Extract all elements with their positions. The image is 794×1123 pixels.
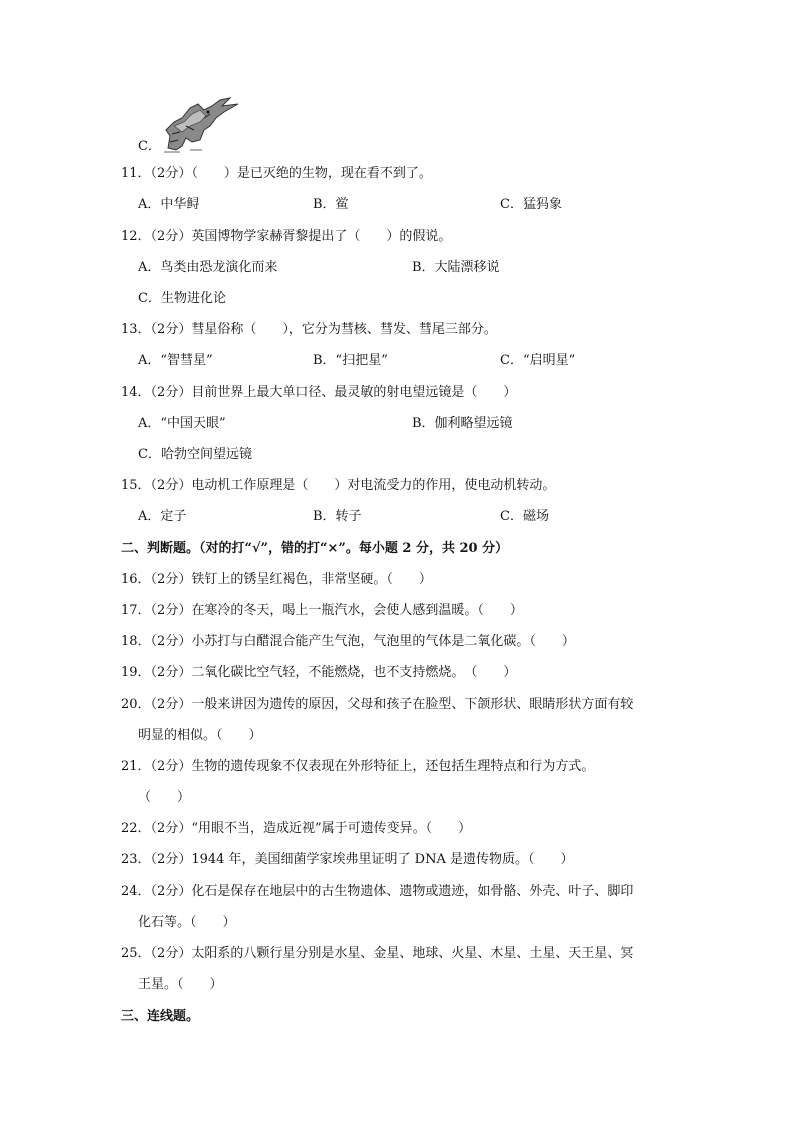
q11-option-a: A．中华鲟 (138, 197, 200, 212)
question-21: 21．（2分）生物的遗传现象不仅表现在外形特征上，还包括生理特点和行为方式。 (121, 759, 595, 774)
q13-option-c: C．“启明星” (500, 353, 576, 368)
question-23: 23．（2分）1944 年，美国细菌学家埃弗里证明了 DNA 是遗传物质。（ ） (121, 852, 574, 867)
question-19: 19．（2分）二氧化碳比空气轻，不能燃烧，也不支持燃烧。 （ ） (121, 665, 517, 680)
question-18: 18．（2分）小苏打与白醋混合能产生气泡，气泡里的气体是二氧化碳。（ ） (121, 634, 575, 649)
q14-option-a: A．“中国天眼” (138, 416, 226, 431)
question-13: 13．（2分）彗星俗称（ ），它分为彗核、彗发、彗尾三部分。 (121, 322, 497, 337)
q13-option-b: B．“扫把星” (313, 353, 388, 368)
q15-option-a: A．定子 (138, 509, 187, 524)
triceratops-image (160, 96, 242, 154)
question-14: 14．（2分）目前世界上最大单口径、最灵敏的射电望远镜是（ ） (121, 385, 517, 400)
q11-option-b: B．鲎 (313, 197, 349, 212)
q13-option-a: A．“智彗星” (138, 353, 213, 368)
question-17: 17．（2分）在寒冷的冬天，喝上一瓶汽水，会使人感到温暖。（ ） (121, 603, 523, 618)
question-11: 11．（2分）（ ）是已灭绝的生物，现在看不到了。 (121, 166, 432, 181)
section-2-heading: 二、判断题。（对的打“√”，错的打“×”。每小题 2 分，共 20 分） (121, 541, 509, 556)
question-20-cont: 明显的相似。（ ） (138, 728, 262, 743)
question-20: 20．（2分）一般来讲因为遗传的原因，父母和孩子在脸型、下颌形状、眼睛形状方面有较 (121, 697, 634, 712)
q12-option-a: A．鸟类由恐龙演化而来 (138, 260, 278, 275)
dinosaur-illustration (160, 96, 242, 154)
question-12: 12．（2分）英国博物学家赫胥黎提出了（ ）的假说。 (121, 229, 452, 244)
q14-option-b: B．伽利略望远镜 (412, 416, 513, 431)
q12-option-b: B．大陆漂移说 (412, 260, 500, 275)
question-16: 16．（2分）铁钉上的锈呈红褐色，非常坚硬。（ ） (121, 572, 432, 587)
q11-option-c: C．猛犸象 (500, 197, 562, 212)
option-c-label: C． (138, 139, 161, 154)
question-25-cont: 王星。（ ） (138, 977, 223, 992)
question-15: 15．（2分）电动机工作原理是（ ）对电流受力的作用，使电动机转动。 (121, 478, 556, 493)
question-21-cont: （ ） (138, 790, 191, 805)
question-22: 22．（2分）“用眼不当，造成近视”属于可遗传变异。（ ） (121, 821, 472, 836)
q14-option-c: C．哈勃空间望远镜 (138, 447, 252, 462)
q15-option-c: C．磁场 (500, 509, 549, 524)
q12-option-c: C．生物进化论 (138, 291, 226, 306)
question-25: 25．（2分）太阳系的八颗行星分别是水星、金星、地球、火星、木星、土星、天王星、冥 (121, 946, 634, 961)
q15-option-b: B．转子 (313, 509, 362, 524)
question-24: 24．（2分）化石是保存在地层中的古生物遗体、遗物或遗迹，如骨骼、外壳、叶子、脚印 (121, 884, 634, 899)
question-24-cont: 化石等。（ ） (138, 915, 236, 930)
section-3-heading: 三、连线题。 (121, 1009, 200, 1024)
